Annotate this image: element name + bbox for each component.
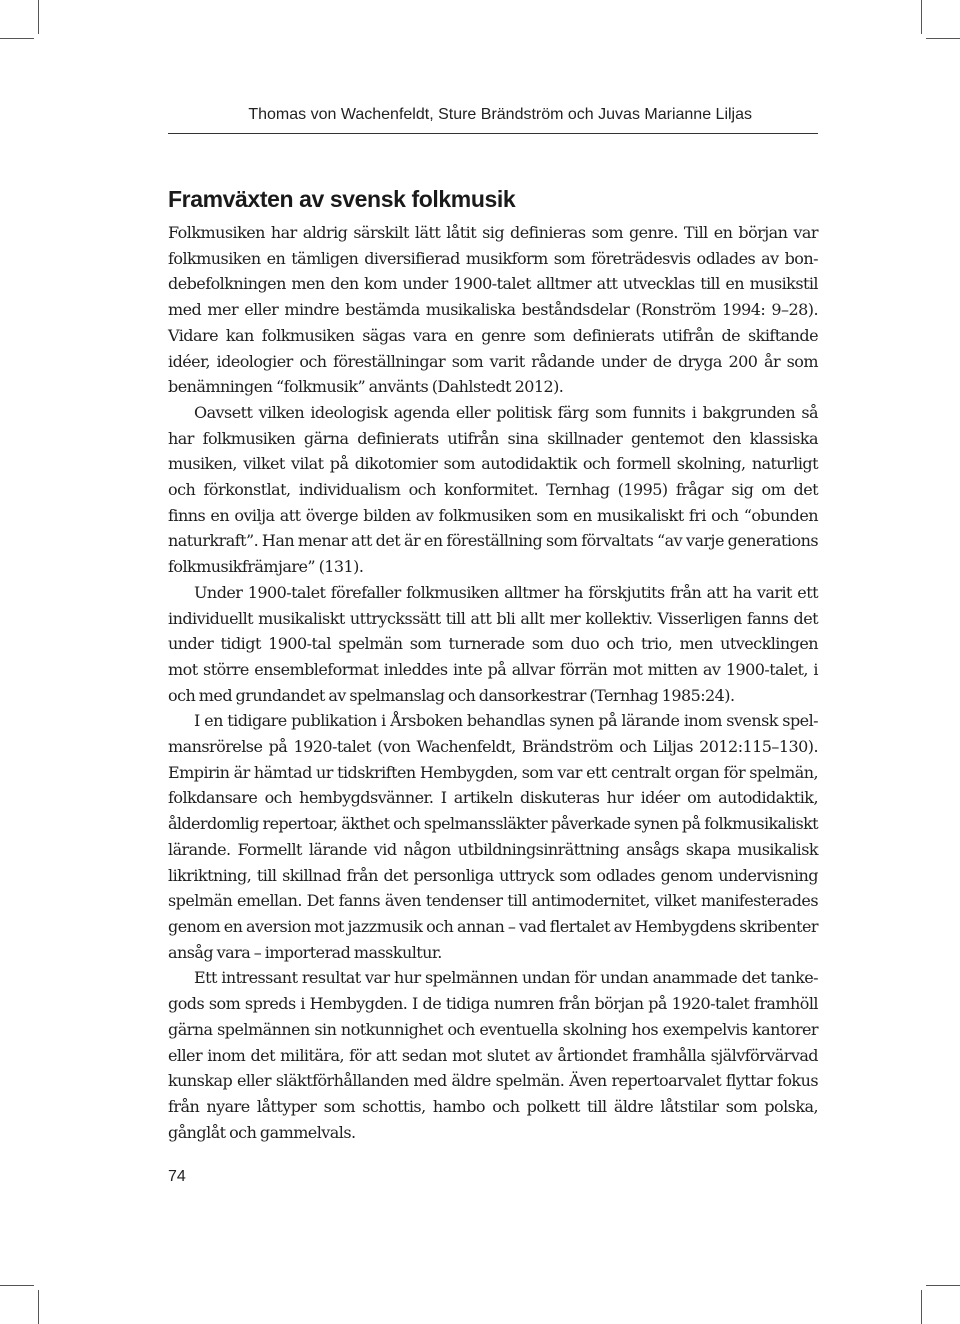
header-authors: Thomas von Wachenfeldt, Sture Brändström och Juvas Marianne Liljas: [248, 106, 752, 123]
crop-mark-left-bottom: [0, 1285, 34, 1286]
paragraph-1: [168, 220, 818, 400]
paragraph-5: [168, 965, 818, 1145]
text-line: mansrörelse på 1920-talet (von Wachenfeldt, Brändström och Liljas 2012:115–130).: [168, 737, 818, 757]
text-line: gånglåt och gammelvals.: [168, 1122, 356, 1142]
crop-mark-bottom-left: [38, 1290, 39, 1324]
text-line: genom en aversion mot jazzmusik och annan – vad flertalet av Hembygdens skribenter: [168, 916, 818, 936]
text-line: ansåg vara – importerad masskultur.: [168, 942, 442, 962]
text-line: folkmusikfrämjare” (131).: [168, 557, 364, 577]
text-line: med mer eller mindre bestämda musikaliska beståndsdelar (Ronström 1994: 9–28).: [168, 300, 818, 320]
page-number: 74: [168, 1168, 186, 1185]
paragraph-4: [168, 708, 818, 965]
text-line: musiken, vilket vilat på dikotomier som autodidaktik och formell skolning, naturligt: [168, 454, 818, 474]
text-line: gods som spreds i Hembygden. I de tidiga numren från början på 1920-talet framhöll: [168, 994, 818, 1014]
paragraph-2: [168, 400, 818, 580]
text-line: från nyare låttyper som schottis, hambo och polkett till äldre låtstilar som polska,: [168, 1096, 818, 1116]
text-line: och förkonstlat, individualism och konformitet. Ternhag (1995) frågar sig om det: [168, 480, 818, 500]
text-line: idéer, ideologier och föreställningar som varit rådande under de dryga 200 år som: [168, 351, 818, 371]
text-line: gärna spelmännen sin notkunnighet och eventuella skolning hos exempelvis kantorer: [168, 1019, 818, 1039]
text-line: Under 1900-talet förefaller folkmusiken alltmer ha förskjutits från att ha varit ett: [194, 582, 818, 602]
text-line: benämningen “folkmusik” använts (Dahlstedt 2012).: [168, 377, 564, 397]
text-line: och med grundandet av spelmanslag och dansorkestrar (Ternhag 1985:24).: [168, 685, 735, 705]
paragraph-3: [168, 580, 818, 709]
crop-mark-top-left: [38, 0, 39, 34]
text-line: individuellt musikaliskt uttryckssätt till att bli allt mer kollektiv. Visserligen fanns det: [168, 608, 818, 628]
crop-mark-top-right: [921, 0, 922, 34]
text-line: Oavsett vilken ideologisk agenda eller politisk färg som funnits i bakgrunden så: [194, 402, 818, 422]
text-line: folkdansare och hembygdsvänner. I artikeln diskuteras hur idéer om autodidaktik,: [168, 788, 818, 808]
text-line: under tidigt 1900-tal spelmän som turnerade som duo och trio, men utvecklingen: [168, 634, 818, 654]
text-line: lärande. Formellt lärande vid någon utbildningsinrättning ansågs skapa musikalisk: [168, 839, 818, 859]
text-line: debefolkningen men den kom under 1900-talet alltmer att utvecklas till en musikstil: [168, 274, 818, 294]
text-line: Vidare kan folkmusiken sägas vara en genre som definierats utifrån de skiftande: [168, 325, 818, 345]
text-line: ålderdomlig repertoar, äkthet och spelmanssläkter påverkade synen på folkmusikaliskt: [168, 814, 818, 834]
text-line: Empirin är hämtad ur tidskriften Hembygden, som var ett centralt organ för spelmän,: [168, 762, 818, 782]
crop-mark-right-top: [926, 38, 960, 39]
text-line: kunskap eller släktförhållanden med äldre spelmän. Även repertoarvalet flyttar fokus: [168, 1071, 818, 1091]
text-line: I en tidigare publikation i Årsboken behandlas synen på lärande inom svensk spel-: [194, 711, 818, 731]
body-text: [168, 220, 818, 1145]
text-line: mot större ensembleformat inleddes inte på allvar förrän mot mitten av 1900-talet, i: [168, 659, 818, 679]
text-line: Folkmusiken har aldrig särskilt lätt låtit sig definieras som genre. Till en början var: [168, 223, 818, 242]
text-line: folkmusiken en tämligen diversifierad musikform som företrädesvis odlades av bon-: [168, 248, 818, 268]
section-title: Framväxten av svensk folkmusik: [168, 186, 516, 213]
running-header: [168, 103, 818, 134]
text-line: eller inom det militära, för att sedan mot slutet av årtiondet framhålla självförvärvad: [168, 1045, 818, 1065]
text-line: Ett intressant resultat var hur spelmännen undan för undan anammade det tanke-: [194, 968, 818, 988]
crop-mark-left-top: [0, 38, 34, 39]
text-line: finns en ovilja att överge bilden av folkmusiken som en musikaliskt fri och “obunden: [168, 505, 818, 525]
text-line: likriktning, till skillnad från det personliga uttryck som odlades genom undervisning: [168, 865, 818, 885]
text-line: har folkmusiken gärna definierats utifrån sina skillnader gentemot den klassiska: [168, 428, 818, 448]
crop-mark-right-bottom: [926, 1285, 960, 1286]
text-line: naturkraft”. Han menar att det är en föreställning som förvaltats “av varje generations: [168, 531, 818, 551]
crop-mark-bottom-right: [921, 1290, 922, 1324]
text-line: spelmän emellan. Det fanns även tendenser till antimodernitet, vilket manifesterades: [168, 891, 818, 911]
